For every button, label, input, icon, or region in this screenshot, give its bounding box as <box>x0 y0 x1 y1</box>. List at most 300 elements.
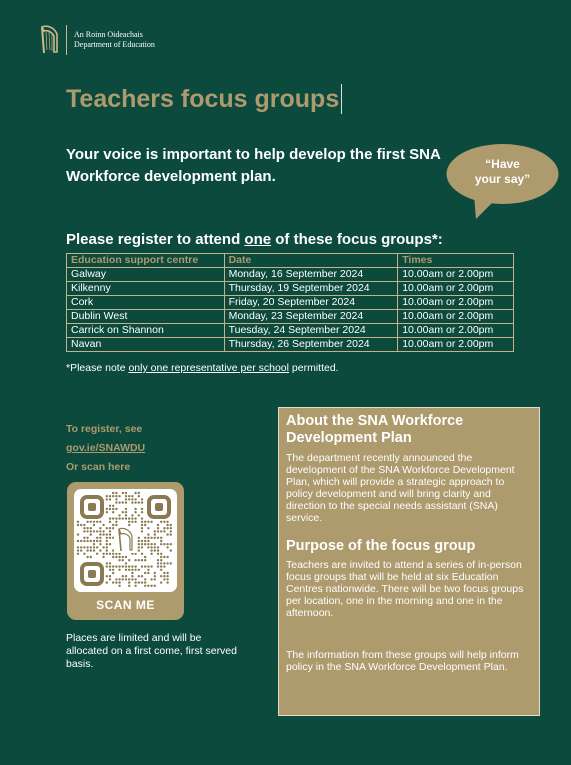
qr-dot <box>102 556 104 558</box>
cell-centre: Galway <box>67 268 225 282</box>
qr-dot <box>106 498 108 500</box>
qr-dot <box>90 556 92 558</box>
qr-dot <box>106 581 108 583</box>
qr-dot <box>93 540 95 542</box>
places-limited-text: Places are limited and will be allocated on a first come, first served basis. <box>66 632 237 670</box>
registration-link[interactable]: gov.ie/SNAWDU <box>66 442 146 454</box>
purpose-heading: Purpose of the focus group <box>286 538 476 554</box>
cell-date: Friday, 20 September 2024 <box>224 296 398 310</box>
qr-dot <box>160 537 162 539</box>
qr-dot <box>141 581 143 583</box>
qr-dot <box>160 575 162 577</box>
qr-dot <box>163 562 165 564</box>
qr-dot <box>141 508 143 510</box>
qr-dot <box>83 537 85 539</box>
qr-dot <box>122 492 124 494</box>
qr-dot <box>150 549 152 551</box>
qr-dot <box>99 543 101 545</box>
cell-date: Tuesday, 24 September 2024 <box>224 324 398 338</box>
qr-dot <box>109 553 111 555</box>
qr-dot <box>109 530 111 532</box>
bubble-text <box>446 157 559 187</box>
note-emphasis: only one representative per school <box>128 362 289 374</box>
qr-dot <box>131 517 133 519</box>
qr-dot <box>160 530 162 532</box>
qr-dot <box>86 549 88 551</box>
qr-code-card[interactable] <box>67 482 184 620</box>
qr-dot <box>131 521 133 523</box>
qr-dot <box>131 514 133 516</box>
cell-times: 10.00am or 2.00pm <box>398 338 514 352</box>
qr-dot <box>96 540 98 542</box>
qr-dot <box>90 546 92 548</box>
qr-dot <box>170 543 172 545</box>
cell-date: Monday, 23 September 2024 <box>224 310 398 324</box>
qr-dot <box>141 540 143 542</box>
qr-dot <box>154 578 156 580</box>
qr-dot <box>109 575 111 577</box>
qr-dot <box>115 492 117 494</box>
qr-dot <box>77 524 79 526</box>
qr-dot <box>115 578 117 580</box>
qr-dot <box>141 553 143 555</box>
qr-dot <box>134 517 136 519</box>
qr-dot <box>112 492 114 494</box>
qr-dot <box>170 530 172 532</box>
qr-dot <box>144 537 146 539</box>
qr-dot <box>163 543 165 545</box>
qr-dot <box>138 501 140 503</box>
qr-dot <box>115 521 117 523</box>
qr-dot <box>118 517 120 519</box>
qr-dot <box>115 495 117 497</box>
cell-times: 10.00am or 2.00pm <box>398 310 514 324</box>
qr-dot <box>96 537 98 539</box>
qr-dot <box>106 575 108 577</box>
qr-dot <box>109 508 111 510</box>
qr-code-icon <box>74 489 177 592</box>
qr-dot <box>154 549 156 551</box>
qr-dot <box>128 569 130 571</box>
qr-dot <box>109 578 111 580</box>
qr-dot <box>138 495 140 497</box>
qr-dot <box>160 562 162 564</box>
qr-dot <box>157 527 159 529</box>
qr-dot <box>150 578 152 580</box>
qr-dot <box>96 521 98 523</box>
qr-dot <box>154 530 156 532</box>
qr-dot <box>99 549 101 551</box>
qr-dot <box>125 569 127 571</box>
qr-dot <box>109 569 111 571</box>
qr-dot <box>86 527 88 529</box>
qr-dot <box>131 578 133 580</box>
logo-text <box>74 30 155 50</box>
qr-dot <box>115 581 117 583</box>
qr-dot <box>134 508 136 510</box>
qr-dot <box>125 575 127 577</box>
qr-dot <box>102 533 104 535</box>
qr-dot <box>118 585 120 587</box>
qr-dot <box>144 585 146 587</box>
qr-dot <box>128 517 130 519</box>
qr-dot <box>134 501 136 503</box>
harp-icon <box>38 24 60 56</box>
cell-times: 10.00am or 2.00pm <box>398 296 514 310</box>
qr-dot <box>109 517 111 519</box>
bubble-line-2: your say” <box>474 172 531 186</box>
qr-dot <box>134 565 136 567</box>
qr-dot <box>150 521 152 523</box>
qr-dot <box>115 517 117 519</box>
qr-dot <box>128 521 130 523</box>
cell-times: 10.00am or 2.00pm <box>398 268 514 282</box>
qr-dot <box>109 537 111 539</box>
qr-dot <box>147 572 149 574</box>
qr-dot <box>131 498 133 500</box>
qr-dot <box>144 556 146 558</box>
qr-dot <box>154 537 156 539</box>
qr-dot <box>125 492 127 494</box>
qr-dot <box>163 565 165 567</box>
qr-dot <box>160 521 162 523</box>
logo-line-2: Department of Education <box>74 40 155 49</box>
qr-dot <box>141 498 143 500</box>
cell-centre: Navan <box>67 338 225 352</box>
qr-dot <box>141 501 143 503</box>
qr-dot <box>102 546 104 548</box>
qr-dot <box>160 553 162 555</box>
qr-dot <box>80 524 82 526</box>
qr-dot <box>112 495 114 497</box>
qr-dot <box>122 517 124 519</box>
qr-dot <box>157 549 159 551</box>
qr-dot <box>166 524 168 526</box>
qr-dot <box>96 546 98 548</box>
qr-dot <box>83 540 85 542</box>
qr-dot <box>83 546 85 548</box>
qr-dot <box>157 524 159 526</box>
qr-dot <box>166 527 168 529</box>
qr-dot <box>144 572 146 574</box>
qr-dot <box>106 543 108 545</box>
qr-dot <box>128 498 130 500</box>
qr-dot <box>106 553 108 555</box>
table-row <box>67 338 514 352</box>
qr-dot <box>96 553 98 555</box>
qr-dot <box>77 521 79 523</box>
qr-dot <box>118 501 120 503</box>
qr-dot <box>77 540 79 542</box>
qr-dot <box>150 585 152 587</box>
qr-dot <box>118 556 120 558</box>
qr-dot <box>150 546 152 548</box>
qr-dot <box>141 517 143 519</box>
qr-dot <box>86 556 88 558</box>
qr-dot <box>83 527 85 529</box>
qr-dot <box>154 572 156 574</box>
qr-dot <box>134 581 136 583</box>
department-logo <box>38 24 155 56</box>
qr-dot <box>154 575 156 577</box>
qr-dot <box>163 578 165 580</box>
qr-dot <box>112 524 114 526</box>
qr-dot <box>90 521 92 523</box>
qr-dot <box>115 565 117 567</box>
qr-dot <box>147 585 149 587</box>
qr-dot <box>141 543 143 545</box>
qr-dot <box>144 559 146 561</box>
qr-dot <box>122 511 124 513</box>
register-heading <box>66 231 443 248</box>
qr-dot <box>112 508 114 510</box>
qr-dot <box>115 498 117 500</box>
qr-dot <box>77 533 79 535</box>
qr-dot <box>109 498 111 500</box>
qr-dot <box>86 530 88 532</box>
qr-dot <box>125 556 127 558</box>
qr-dot <box>138 543 140 545</box>
qr-dot <box>93 521 95 523</box>
table-row <box>67 296 514 310</box>
qr-dot <box>141 521 143 523</box>
note-prefix: *Please note <box>66 362 129 374</box>
qr-dot <box>77 549 79 551</box>
qr-dot <box>160 581 162 583</box>
table-row <box>67 268 514 282</box>
qr-dot <box>131 569 133 571</box>
qr-dot <box>86 540 88 542</box>
qr-dot <box>90 549 92 551</box>
qr-dot <box>141 546 143 548</box>
qr-dot <box>99 530 101 532</box>
qr-dot <box>83 553 85 555</box>
qr-dot <box>166 543 168 545</box>
qr-dot <box>128 495 130 497</box>
qr-dot <box>109 565 111 567</box>
qr-dot <box>141 527 143 529</box>
cell-times: 10.00am or 2.00pm <box>398 282 514 296</box>
qr-dot <box>138 537 140 539</box>
qr-dot <box>128 581 130 583</box>
closing-text: The information from these groups will help inform policy in the SNA Workforce Development Plan. <box>286 649 519 673</box>
logo-line-1: An Roinn Oideachais <box>74 30 143 39</box>
qr-dot <box>102 524 104 526</box>
cell-date: Thursday, 19 September 2024 <box>224 282 398 296</box>
qr-dot <box>157 559 159 561</box>
qr-dot <box>166 572 168 574</box>
qr-dot <box>141 565 143 567</box>
qr-dot <box>90 533 92 535</box>
qr-dot <box>138 575 140 577</box>
qr-dot <box>93 549 95 551</box>
qr-dot <box>160 559 162 561</box>
scan-here-text: Or scan here <box>66 461 131 473</box>
qr-dot <box>147 543 149 545</box>
qr-dot <box>157 546 159 548</box>
qr-dot <box>112 569 114 571</box>
qr-dot <box>90 540 92 542</box>
qr-dot <box>125 514 127 516</box>
qr-dot <box>131 495 133 497</box>
qr-dot <box>170 562 172 564</box>
qr-dot <box>150 565 152 567</box>
qr-dot <box>160 556 162 558</box>
register-emphasis: one <box>244 231 272 248</box>
qr-dot <box>144 540 146 542</box>
focus-groups-table <box>66 253 514 352</box>
qr-dot <box>112 565 114 567</box>
qr-dot <box>160 543 162 545</box>
qr-dot <box>83 530 85 532</box>
qr-dot <box>125 565 127 567</box>
cell-centre: Dublin West <box>67 310 225 324</box>
qr-dot <box>102 553 104 555</box>
header-times: Times <box>398 254 514 268</box>
qr-dot <box>170 533 172 535</box>
qr-dot <box>125 495 127 497</box>
qr-dot <box>144 578 146 580</box>
scan-me-label: SCAN ME <box>96 598 155 612</box>
qr-dot <box>147 540 149 542</box>
qr-dot <box>112 572 114 574</box>
qr-dot <box>134 559 136 561</box>
qr-dot <box>122 559 124 561</box>
qr-dot <box>147 546 149 548</box>
have-your-say-bubble <box>446 143 559 219</box>
qr-dot <box>109 521 111 523</box>
qr-dot <box>147 521 149 523</box>
qr-dot <box>138 559 140 561</box>
qr-dot <box>134 585 136 587</box>
qr-dot <box>134 492 136 494</box>
logo-divider <box>66 25 67 55</box>
qr-dot <box>131 575 133 577</box>
qr-dot <box>131 501 133 503</box>
qr-dot <box>115 501 117 503</box>
qr-dot <box>154 543 156 545</box>
qr-dot <box>134 569 136 571</box>
qr-code[interactable] <box>74 489 177 592</box>
qr-dot <box>77 553 79 555</box>
qr-dot <box>93 530 95 532</box>
cell-centre: Carrick on Shannon <box>67 324 225 338</box>
qr-dot <box>134 521 136 523</box>
qr-dot <box>147 527 149 529</box>
page-title: Teachers focus groups <box>66 84 342 114</box>
qr-dot <box>170 524 172 526</box>
qr-dot <box>109 505 111 507</box>
qr-dot <box>112 511 114 513</box>
qr-dot <box>170 527 172 529</box>
qr-dot <box>99 533 101 535</box>
qr-dot <box>106 527 108 529</box>
qr-dot <box>128 559 130 561</box>
qr-dot <box>106 549 108 551</box>
qr-dot <box>150 553 152 555</box>
qr-dot <box>144 524 146 526</box>
qr-dot <box>99 527 101 529</box>
qr-dot <box>141 524 143 526</box>
qr-dot <box>106 546 108 548</box>
qr-dot <box>131 572 133 574</box>
qr-dot <box>122 501 124 503</box>
qr-dot <box>80 549 82 551</box>
qr-dot <box>138 492 140 494</box>
qr-dot <box>125 501 127 503</box>
qr-dot <box>141 559 143 561</box>
qr-dot <box>118 581 120 583</box>
qr-dot <box>102 530 104 532</box>
qr-dot <box>150 543 152 545</box>
qr-dot <box>147 533 149 535</box>
cell-times: 10.00am or 2.00pm <box>398 324 514 338</box>
qr-dot <box>160 565 162 567</box>
qr-dot <box>122 565 124 567</box>
qr-dot <box>106 537 108 539</box>
qr-dot <box>163 572 165 574</box>
qr-dot <box>166 575 168 577</box>
qr-dot <box>141 530 143 532</box>
registration-block <box>66 420 145 477</box>
qr-dot <box>115 508 117 510</box>
header-centre: Education support centre <box>67 254 225 268</box>
qr-dot <box>166 546 168 548</box>
qr-dot <box>106 533 108 535</box>
qr-dot <box>166 581 168 583</box>
table-row <box>67 310 514 324</box>
qr-dot <box>93 546 95 548</box>
qr-dot <box>106 495 108 497</box>
qr-dot <box>163 575 165 577</box>
qr-dot <box>90 527 92 529</box>
qr-dot <box>125 498 127 500</box>
qr-dot <box>166 533 168 535</box>
qr-dot <box>77 546 79 548</box>
qr-dot <box>141 511 143 513</box>
qr-dot <box>134 578 136 580</box>
table-row <box>67 282 514 296</box>
qr-dot <box>128 578 130 580</box>
qr-dot <box>125 511 127 513</box>
qr-dot <box>166 578 168 580</box>
qr-dot <box>138 569 140 571</box>
qr-dot <box>160 540 162 542</box>
qr-dot <box>138 546 140 548</box>
qr-dot <box>147 537 149 539</box>
qr-dot <box>128 585 130 587</box>
qr-dot <box>112 581 114 583</box>
qr-dot <box>122 575 124 577</box>
cell-date: Thursday, 26 September 2024 <box>224 338 398 352</box>
qr-dot <box>125 562 127 564</box>
qr-dot <box>138 581 140 583</box>
qr-dot <box>112 505 114 507</box>
qr-dot <box>144 543 146 545</box>
cell-centre: Cork <box>67 296 225 310</box>
header-date: Date <box>224 254 398 268</box>
qr-dot <box>106 508 108 510</box>
qr-dot <box>125 508 127 510</box>
qr-dot <box>154 533 156 535</box>
qr-dot <box>109 533 111 535</box>
qr-dot <box>160 569 162 571</box>
qr-dot <box>109 527 111 529</box>
qr-dot <box>109 543 111 545</box>
table-row <box>67 324 514 338</box>
qr-dot <box>99 537 101 539</box>
qr-dot <box>109 495 111 497</box>
